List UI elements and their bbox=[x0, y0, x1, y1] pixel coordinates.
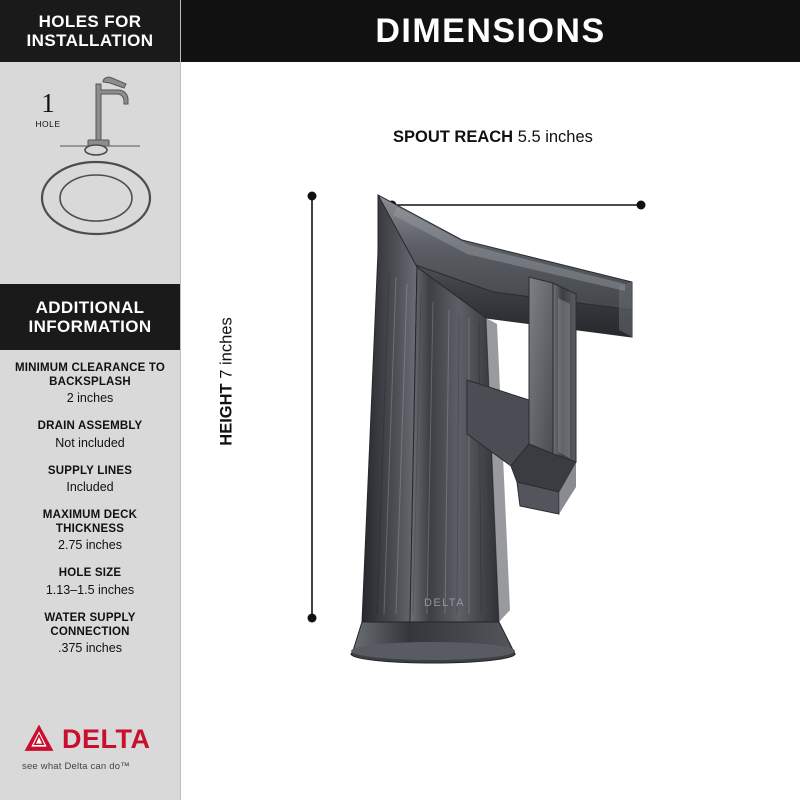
holes-diagram-panel bbox=[0, 62, 180, 284]
spec-term: HOLE SIZE bbox=[58, 567, 122, 580]
faucet-body bbox=[351, 195, 632, 663]
product-dimension-diagram bbox=[181, 62, 800, 800]
spec-term: MAXIMUM DECK THICKNESS bbox=[42, 509, 138, 535]
spout-reach-value: 5.5 inches bbox=[517, 128, 593, 146]
spec-item bbox=[0, 420, 180, 451]
spec-list bbox=[0, 362, 180, 670]
additional-information-header bbox=[0, 284, 180, 350]
spec-value: 2 inches bbox=[66, 391, 114, 406]
faucet-illustration bbox=[181, 62, 800, 800]
spec-term: SUPPLY LINES bbox=[47, 464, 133, 477]
delta-triangle-icon bbox=[22, 722, 56, 756]
spout-reach-term: SPOUT REACH bbox=[393, 128, 514, 146]
spec-item bbox=[0, 362, 180, 406]
delta-logo bbox=[22, 722, 162, 772]
height-end-dot bbox=[308, 614, 317, 623]
spec-term: DRAIN ASSEMBLY bbox=[37, 420, 143, 433]
height-term: HEIGHT bbox=[217, 383, 236, 446]
single-hole-install-icon bbox=[0, 62, 180, 284]
spec-item bbox=[0, 509, 180, 553]
spec-term: WATER SUPPLY CONNECTION bbox=[44, 611, 136, 638]
spec-item bbox=[0, 567, 180, 598]
spec-term: MINIMUM CLEARANCE TO BACKSPLASH bbox=[14, 362, 166, 388]
hole-count-label: HOLE bbox=[35, 119, 61, 129]
delta-tagline: see what Delta can do™ bbox=[22, 761, 130, 772]
height-value: 7 inches bbox=[217, 317, 236, 379]
spec-value: Not included bbox=[55, 435, 125, 450]
spec-value: .375 inches bbox=[58, 641, 122, 656]
spec-value: 2.75 inches bbox=[58, 538, 122, 553]
delta-wordmark: DELTA bbox=[62, 723, 151, 754]
spec-item bbox=[0, 465, 180, 496]
sidebar bbox=[0, 0, 181, 800]
holes-header-label: HOLES FOR INSTALLATION bbox=[26, 11, 154, 50]
spec-item bbox=[0, 612, 180, 656]
spec-value: Included bbox=[66, 480, 114, 495]
product-delta-etch: DELTA bbox=[424, 597, 465, 609]
hole-count-number: 1 bbox=[41, 88, 55, 118]
main-header bbox=[181, 0, 800, 62]
page-title: DIMENSIONS bbox=[375, 11, 606, 50]
height-start-dot bbox=[308, 192, 317, 201]
spec-value: 1.13–1.5 inches bbox=[45, 582, 135, 597]
spout-reach-end-dot bbox=[637, 201, 646, 210]
additional-header-label: ADDITIONAL INFORMATION bbox=[28, 297, 152, 336]
holes-for-installation-header bbox=[0, 0, 180, 62]
